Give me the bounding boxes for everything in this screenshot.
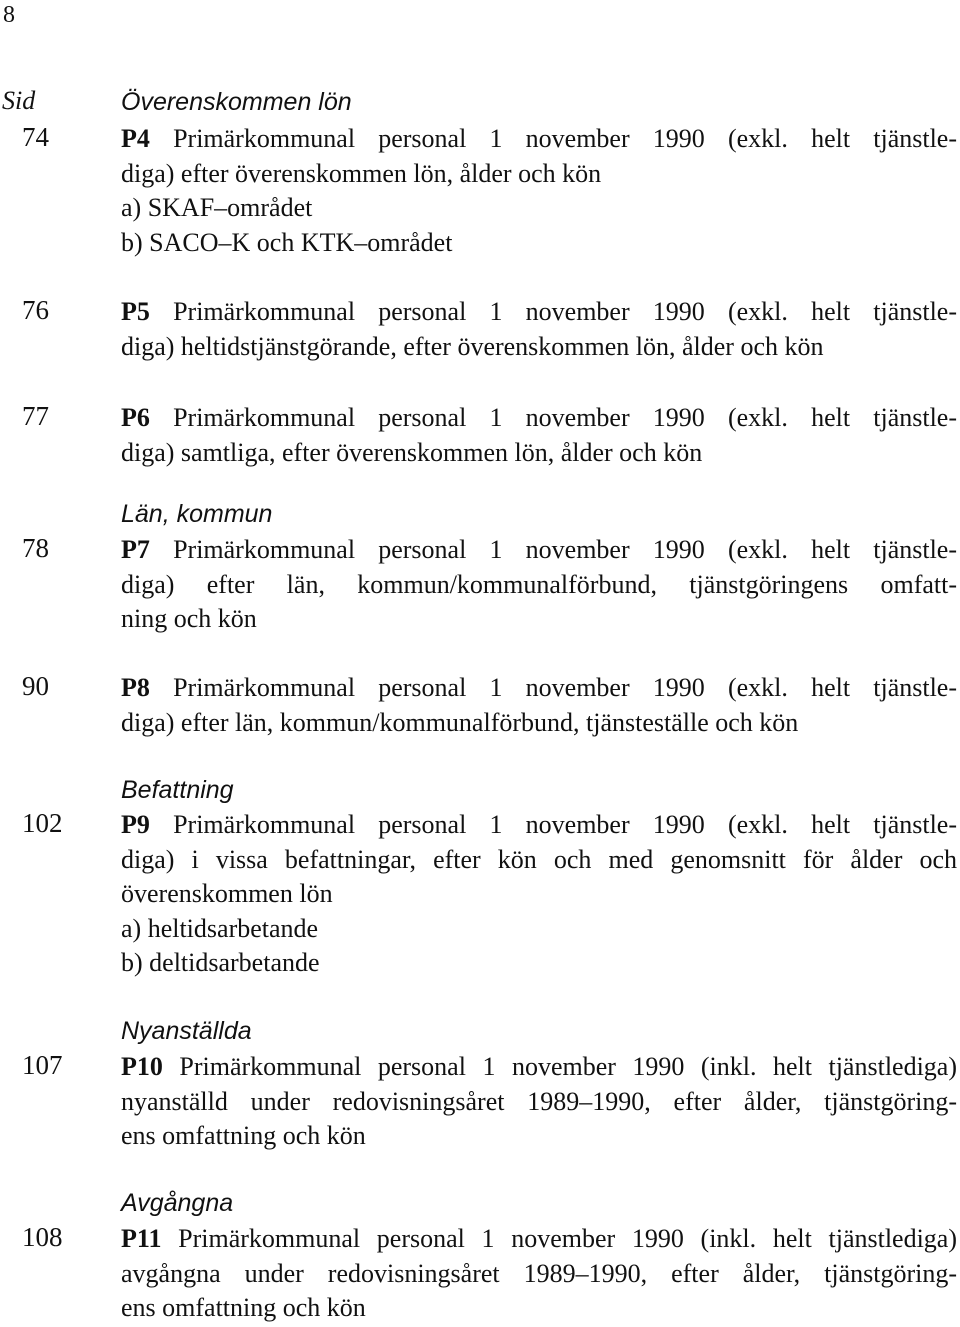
entry-line: a) heltidsarbetande	[121, 913, 319, 943]
page-reference: 76	[22, 295, 49, 325]
entry-line: diga) samtliga, efter överenskommen lön, ålder och kön	[121, 437, 703, 467]
page-reference: 102	[22, 808, 63, 838]
entry-line: ens omfattning och kön	[121, 1293, 366, 1322]
entry-line: P4 Primärkommunal personal 1 november 1990 (exkl. helt tjänstle-	[121, 124, 957, 153]
entry-line: P9 Primärkommunal personal 1 november 1990 (exkl. helt tjänstle-	[121, 810, 957, 839]
table-code: P5	[121, 297, 150, 326]
table-code: P6	[121, 403, 150, 432]
entry-text	[121, 671, 957, 740]
section-heading: Län, kommun	[121, 500, 273, 528]
section-heading: Överenskommen lön	[121, 88, 352, 116]
entry-line: P10 Primärkommunal personal 1 november 1990 (inkl. helt tjänstlediga)	[121, 1052, 958, 1081]
section-heading: Befattning	[121, 776, 234, 804]
entry-line: b) SACO–K och KTK–området	[121, 227, 453, 257]
entry-line: P8 Primärkommunal personal 1 november 1990 (exkl. helt tjänstle-	[121, 673, 957, 702]
entry-text	[121, 1222, 957, 1326]
table-code: P8	[121, 673, 150, 702]
entry-line: överenskommen lön	[121, 879, 333, 908]
entry-line: b) deltidsarbetande	[121, 948, 320, 977]
entry-text	[121, 808, 957, 981]
entry-line: ning och kön	[121, 604, 257, 633]
page-reference: 74	[22, 122, 49, 152]
entry-line: diga) efter län, kommun/kommunalförbund, tjänstgöringens omfatt-	[121, 569, 957, 599]
table-code: P10	[121, 1052, 163, 1081]
entry-text	[121, 533, 957, 637]
entry-text	[121, 295, 957, 364]
section-heading: Nyanställda	[121, 1017, 252, 1045]
table-code: P7	[121, 535, 150, 564]
entry-text	[121, 1050, 957, 1154]
entry-line: diga) efter län, kommun/kommunalförbund, tjänsteställe och kön	[121, 707, 799, 737]
entry-line: avgångna under redovisningsåret 1989–1990, efter ålder, tjänstgöring-	[121, 1258, 957, 1288]
entry-text	[121, 122, 957, 260]
entry-line: diga) i vissa befattningar, efter kön och med genomsnitt för ålder och	[121, 844, 957, 874]
section-heading: Avgångna	[121, 1189, 234, 1217]
entry-line: P5 Primärkommunal personal 1 november 1990 (exkl. helt tjänstle-	[121, 297, 957, 326]
page-number: 8	[3, 2, 15, 28]
page-reference: 77	[22, 401, 49, 431]
entry-line: a) SKAF–området	[121, 193, 313, 222]
entry-line: ens omfattning och kön	[121, 1121, 366, 1150]
entry-line: P6 Primärkommunal personal 1 november 1990 (exkl. helt tjänstle-	[121, 403, 957, 432]
page-reference: 107	[22, 1050, 63, 1080]
sid-column-label: Sid	[2, 86, 36, 115]
page-reference: 90	[22, 671, 49, 701]
table-code: P11	[121, 1224, 162, 1253]
table-code: P4	[121, 124, 150, 153]
entry-text	[121, 401, 957, 470]
entry-line: diga) heltidstjänstgörande, efter överenskommen lön, ålder och kön	[121, 331, 824, 361]
page-reference: 108	[22, 1222, 63, 1252]
page-reference: 78	[22, 533, 49, 563]
entry-line: P7 Primärkommunal personal 1 november 1990 (exkl. helt tjänstle-	[121, 535, 957, 564]
entry-line: diga) efter överenskommen lön, ålder och kön	[121, 158, 602, 188]
entry-line: P11 Primärkommunal personal 1 november 1990 (inkl. helt tjänstlediga)	[121, 1224, 958, 1253]
entry-line: nyanställd under redovisningsåret 1989–1990, efter ålder, tjänstgöring-	[121, 1086, 957, 1116]
table-code: P9	[121, 810, 150, 839]
